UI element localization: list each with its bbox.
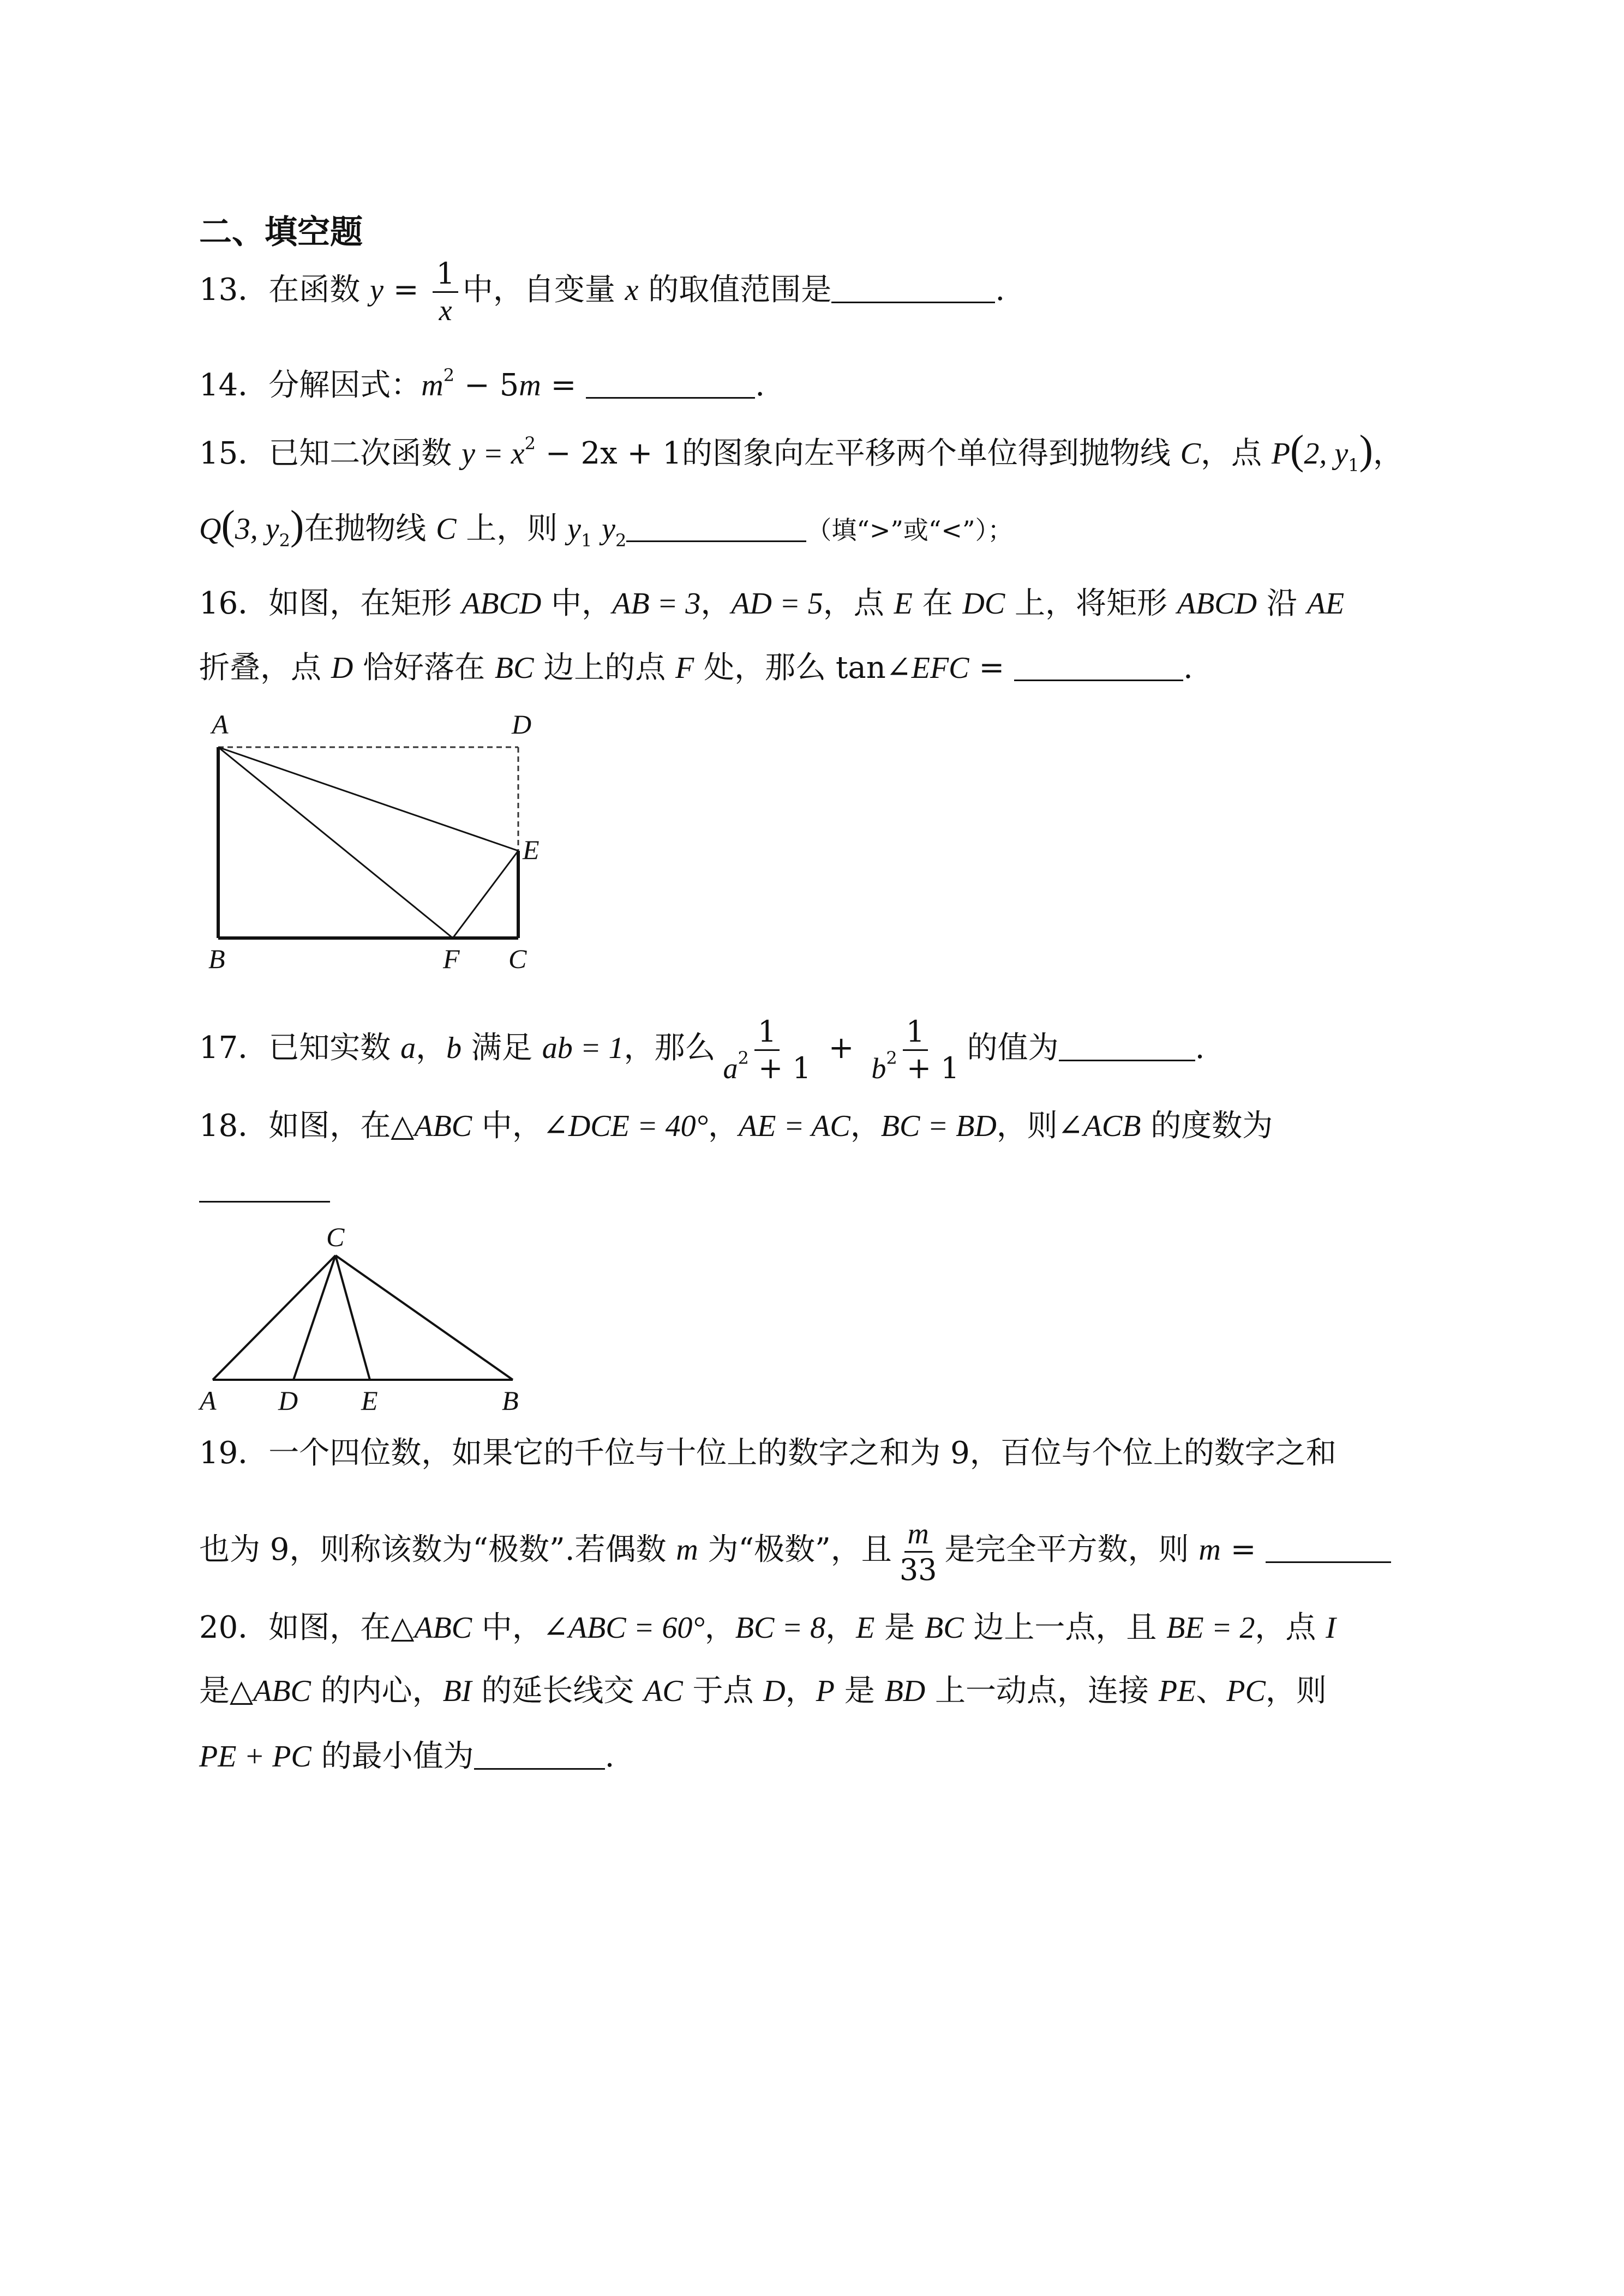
q19-fraction [896,1516,940,1588]
q18-text-3: ， [708,1108,739,1144]
q16-abcd: ABCD [462,587,542,621]
q16-label-b: B [208,943,225,974]
question-20 [199,1609,1336,1647]
q13-end: . [995,272,1005,308]
q16-f: F [675,651,694,685]
q17-denominator-1 [720,1048,814,1086]
q16-text-2: 中， [541,586,613,621]
q17-end: . [1195,1030,1205,1066]
q16-abcd-2: ABCD [1177,587,1257,621]
q15-sub-2: 2 [279,530,290,551]
q17-a: a [400,1031,416,1065]
q20-line2-text: 是△ [199,1673,254,1709]
question-16 [199,585,1344,623]
q20-answer-blank[interactable] [474,1740,605,1770]
q13-numerator: 1 [433,256,458,293]
q18-figure [196,1216,535,1416]
q18-answer-blank[interactable] [199,1173,330,1203]
q16-label-a: A [212,709,229,740]
q19-text: 一个四位数，如果它的千位与十位上的数字之和为 9，百位与个位上的数字之和 [268,1435,1337,1471]
question-15 [199,427,1404,476]
q15-text: 已知二次函数 [268,436,462,471]
q16-answer-blank[interactable] [1014,651,1183,681]
q15-answer-blank[interactable] [626,512,806,542]
q13-text-3: 的取值范围是 [638,272,832,308]
q17-den-b: b [871,1052,886,1085]
q15-text-7: （填“>”或“<”）； [806,515,1013,545]
q19-m3: m [1198,1533,1221,1567]
q14-end: . [755,368,765,403]
q15-var-c: C [1180,437,1201,471]
q18-angle: ∠DCE = 40° [542,1109,709,1143]
q13-eq: = [383,272,429,308]
q19-m: m [676,1533,698,1567]
q14-exponent: 2 [443,365,455,386]
q20-bi: BI [442,1674,472,1708]
q18-label-e: E [361,1385,378,1416]
q20-pe-pc: PE + PC [199,1740,311,1774]
q15-exponent: 2 [524,433,536,454]
q18-text-4: ， [850,1108,881,1144]
q14-text-2: − 5 [454,368,519,403]
q20-bc-2: BC [924,1611,964,1645]
question-19 [199,1434,1337,1472]
q14-text: 分解因式： [268,368,422,403]
q16-text-7: 沿 [1257,586,1307,621]
q17-den-b-exp: 2 [886,1048,897,1068]
q19-answer-blank[interactable] [1266,1533,1391,1563]
q17-number: 17． [199,1030,269,1066]
q20-text-7: ，点 [1255,1610,1326,1645]
q15-var-y2: y [602,512,615,546]
q18-acb: ACB [1083,1109,1141,1143]
q20-text-6: 边上一点，且 [963,1610,1167,1645]
q19-line2-text-2: 为“极数”，且 [698,1532,892,1567]
q17-text: 已知实数 [268,1030,401,1066]
q17-plus: + [818,1030,864,1066]
q16-segment-af [218,747,453,938]
q16-efc: EFC [911,651,969,685]
q16-e: E [894,587,913,621]
q15-point-p: 2, y [1304,437,1349,471]
q13-answer-blank[interactable] [831,273,995,303]
q16-line2-text-5: = [969,650,1015,686]
question-18 [199,1107,1273,1145]
q20-line2-text-4: 于点 [682,1673,764,1709]
q20-angle: ∠ABC = 60° [542,1611,705,1645]
q20-line2-text-2: 的内心， [310,1673,443,1709]
q20-number: 20． [199,1610,269,1645]
q17-fraction-1 [720,1014,814,1086]
q18-label-b: B [502,1385,519,1416]
question-20-line-2 [199,1672,1327,1710]
q20-p: P [816,1674,835,1708]
q15-text-2: 的图象向左平移两个单位得到抛物线 [681,436,1180,471]
q20-line2-text-5: ， [785,1673,816,1709]
q17-fraction-2 [868,1014,962,1086]
q15-q-paren-open: ( [221,502,235,548]
q20-i: I [1326,1611,1336,1645]
q20-line2-text-9: ，则 [1265,1673,1327,1709]
q18-ae: AE = AC [739,1109,850,1143]
q16-line2-text: 折叠，点 [199,650,331,686]
q14-text-3: = [541,368,586,403]
q18-label-d: D [278,1385,298,1416]
question-19-line-2 [199,1516,1391,1588]
q18-label-a: A [200,1385,217,1416]
q19-denominator: 33 [899,1553,937,1587]
q15-point-q: 3, y [235,512,279,546]
q17-denominator-2 [868,1048,962,1086]
q18-text-5: ，则∠ [996,1108,1083,1144]
q18-segment-ce [335,1255,370,1380]
q17-ab: ab = 1 [542,1031,624,1065]
question-14 [199,366,765,405]
q13-text-2: 中，自变量 [462,272,625,308]
q20-text-4: ， [825,1610,856,1645]
q16-label-e: E [523,834,540,865]
q15-paren-open: ( [1290,427,1304,473]
q16-segment-fe [453,851,518,938]
q17-den-a: a [723,1052,738,1085]
q18-number: 18． [199,1108,269,1144]
q18-segment-cd [293,1255,335,1380]
q17-text-4: ，那么 [624,1030,716,1066]
q20-e: E [856,1611,875,1645]
q20-text-3: ， [704,1610,735,1645]
q16-line2-text-4: 处，那么 tan∠ [694,650,912,686]
q15-text-3: ，点 [1201,436,1272,471]
q15-var-y1: y [567,512,581,546]
q20-bc: BC = 8 [735,1611,826,1645]
q17-answer-blank[interactable] [1059,1031,1195,1061]
q17-den-b-rest: + 1 [897,1051,960,1085]
q19-line2-text: 也为 9，则称该数为“极数”.若偶数 [199,1532,676,1567]
q16-figure [196,704,556,976]
q20-end: . [604,1739,615,1774]
q15-text-4: ， [1373,436,1404,471]
q16-dc: DC [962,587,1005,621]
q20-line2-text-6: 是 [834,1673,885,1709]
q13-var-x: x [625,273,639,307]
q13-var-y: y [370,273,383,307]
q13-denominator: x [439,294,452,327]
q19-number: 19． [199,1435,269,1471]
q16-ae: AE [1307,587,1345,621]
q16-label-f: F [443,943,460,974]
q20-line2-text-3: 的延长线交 [471,1673,644,1709]
q15-paren-close: ) [1359,427,1373,473]
q16-d: D [331,651,353,685]
q20-line3-text: 的最小值为 [311,1739,474,1774]
q18-text: 如图，在△ [268,1108,415,1144]
q19-numerator: m [904,1516,932,1553]
q16-bc: BC [494,651,534,685]
q15-y1-sub: 1 [580,530,592,551]
q20-d: D [763,1674,786,1708]
q15-var-q: Q [199,512,221,546]
q16-label-c: C [508,943,527,974]
q20-abc: ABC [414,1611,472,1645]
q15-text-5: 在抛物线 [304,511,436,546]
q14-number: 14． [199,368,269,403]
q16-text: 如图，在矩形 [268,586,462,621]
q17-den-a-rest: + 1 [748,1051,811,1085]
q19-line2-text-4: = [1220,1532,1266,1567]
question-16-line-2 [199,649,1193,687]
q16-end: . [1183,650,1193,686]
q16-segment-ae [218,747,518,851]
question-17 [199,1014,1204,1086]
q15-text-6: 上，则 [456,511,568,546]
q20-pe: PE [1158,1674,1196,1708]
q18-text-2: 中， [472,1108,543,1144]
q19-line2-text-3: 是完全平方数，则 [944,1532,1199,1567]
q20-bd: BD [884,1674,926,1708]
q16-line2-text-3: 边上的点 [534,650,676,686]
q16-ab: AB = 3 [612,587,701,621]
q17-den-a-exp: 2 [738,1048,749,1068]
q16-text-4: ，点 [823,586,894,621]
q17-b: b [446,1031,462,1065]
q16-text-3: ， [700,586,732,621]
q15-expr-2: − 2x + 1 [535,436,682,471]
q16-number: 16． [199,586,269,621]
q18-bc: BC = BD [880,1109,997,1143]
q20-text-2: 中， [472,1610,543,1645]
q14-answer-blank[interactable] [586,369,755,399]
q20-abc-2: ABC [253,1674,311,1708]
q17-text-2: ， [416,1030,447,1066]
q20-line2-text-7: 上一动点，连接 [925,1673,1159,1709]
question-13 [199,256,1005,328]
q14-var-m2: m [519,369,541,402]
q18-label-c: C [326,1222,345,1252]
q15-number: 15． [199,436,269,471]
q17-text-3: 满足 [462,1030,542,1066]
q13-fraction [433,256,458,328]
q14-var-m: m [421,369,444,402]
q20-line2-text-8: 、 [1196,1673,1227,1709]
q17-numerator-2: 1 [903,1014,928,1051]
question-15-line-2 [199,502,1013,551]
q18-segment-bc [335,1255,513,1380]
question-20-line-3 [199,1738,614,1776]
q20-ac: AC [644,1674,683,1708]
q15-var-p: P [1271,437,1291,471]
q13-text: 在函数 [268,272,370,308]
q16-ad: AD = 5 [731,587,823,621]
q15-q-paren-close: ) [290,502,304,548]
q16-line2-text-2: 恰好落在 [353,650,495,686]
section-title: 二、填空题 [199,213,363,251]
q15-y2-sub: 2 [615,530,627,551]
q18-abc: ABC [414,1109,472,1143]
q16-label-d: D [512,709,532,740]
q17-numerator-1: 1 [754,1014,780,1051]
q18-text-6: 的度数为 [1141,1108,1273,1144]
q15-var-c2: C [436,512,457,546]
q15-sub-1: 1 [1348,455,1359,476]
q20-be: BE = 2 [1166,1611,1255,1645]
q13-number: 13． [199,272,269,308]
q15-expr: y = x [462,437,525,471]
q17-text-5: 的值为 [967,1030,1059,1066]
q20-text: 如图，在△ [268,1610,415,1645]
q20-text-5: 是 [874,1610,925,1645]
q18-segment-ac [213,1255,335,1380]
q16-text-5: 在 [912,586,963,621]
q20-pc: PC [1226,1674,1266,1708]
q16-text-6: 上，将矩形 [1005,586,1177,621]
